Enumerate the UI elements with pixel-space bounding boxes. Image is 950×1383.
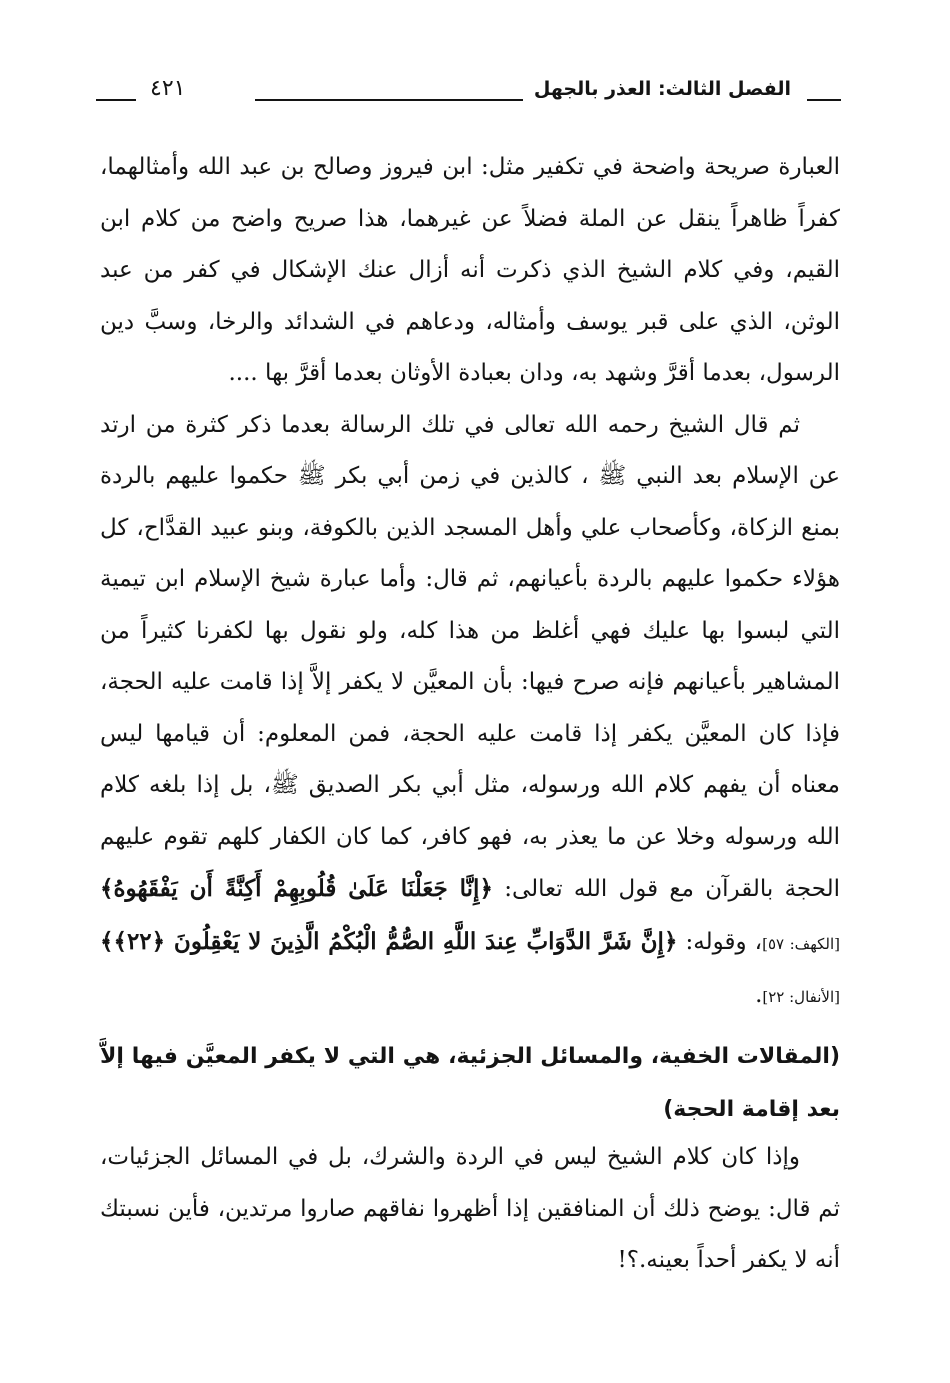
verse-connector: ، وقوله: [677,928,763,955]
page-number: ٤٢١ [150,76,186,101]
closing-text [100,1132,840,1287]
header-rule-right [807,99,841,101]
main-text [100,142,840,1024]
chapter-title: الفصل الثالث: العذر بالجهل [533,78,791,100]
paragraph-2-text: ثم قال الشيخ رحمه الله تعالى في تلك الرسالة بعدما ذكر كثرة من ارتد عن الإسلام بعد النبي ﷺ ، كالذين في زمن أبي بكر ﷺ حكموا عليهم بالردة بمنع الزكاة، وكأصحاب علي وأهل المسجد الذين بالكوفة، وبنو عبيد القدَّاح، كل هؤلاء حكموا عليهم بالردة بأعيانهم، ثم قال: وأما عبارة شيخ الإسلام ابن تيمية التي لبسوا بها عليك فهي أغلظ من هذا كله، ولو نقول بها لكفرنا كثيراً من المشاهير بأعيانهم فإنه صرح فيها: بأن المعيَّن لا يكفر إلاَّ إذا قامت عليه الحجة، فإذا كان المعيَّن يكفر إذا قامت عليه الحجة، فمن المعلوم: أن قيامها ليس معناه أن يفهم كلام الله ورسوله، مثل أبي بكر الصديق ﷺ، بل إذا بلغه كلام الله ورسوله وخلا عن ما يعذر به، فهو كافر، كما كان الكفار كلهم تقوم عليهم الحجة بالقرآن مع قول الله تعالى: [100,411,840,902]
verse-citation-1: [الكهف: ٥٧] [762,934,840,953]
header-rule-middle [255,99,523,101]
header-rule-left [96,99,136,101]
quran-verse-2: ﴿إِنَّ شَرَّ الدَّوَابِّ عِندَ اللَّهِ الصُّمُّ الْبُكْمُ الَّذِينَ لا يَعْقِلُونَ ﴿٢٢﴾﴾ [100,927,678,955]
verse-citation-2: [الأنفال: ٢٢] [762,988,840,1006]
closing-paragraph: وإذا كان كلام الشيخ ليس في الردة والشرك، بل في المسائل الجزئيات، ثم قال: يوضح ذلك أن المنافقين إذا أظهروا نفاقهم صاروا مرتدين، فأين نسبتك أنه لا يكفر أحداً بعينه.؟! [100,1144,840,1273]
section-subheading: (المقالات الخفية، والمسائل الجزئية، هي التي لا يكفر المعيَّن فيها إلاَّ بعد إقامة الحجة) [100,1044,840,1122]
end-dot: . [755,982,763,1008]
paragraph-1: العبارة صريحة واضحة في تكفير مثل: ابن فيروز وصالح بن عبد الله وأمثالهما، كفراً ظاهراً ينقل عن الملة فضلاً عن غيرهما، هذا صريح واضح من كلام ابن القيم، وفي كلام الشيخ الذي ذكرت أنه أزال عنك الإشكال في كفر من عبد الوثن، الذي على قبر يوسف وأمثاله، ودعاهم في الشدائد والرخا، وسبَّ دين الرسول، بعدما أقرَّ وشهد به، ودان بعبادة الأوثان بعدما أقرَّ بها .... [100,154,840,386]
quran-verse-1: ﴿إِنَّا جَعَلْنَا عَلَىٰ قُلُوبِهِمْ أَكِنَّةً أَن يَفْقَهُوهُ﴾ [100,875,493,902]
running-header [96,76,841,116]
paragraph-2 [100,400,840,1024]
